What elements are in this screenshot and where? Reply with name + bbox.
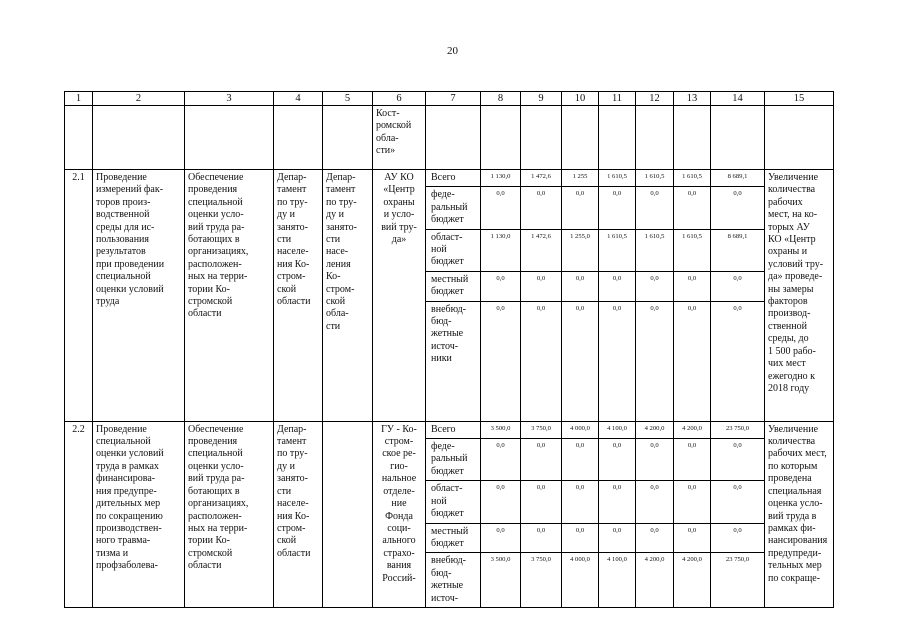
column-number-12: 12 [636, 92, 674, 106]
funding-amount: 8 689,1 [711, 229, 765, 271]
funding-amount: 0,0 [481, 523, 521, 553]
funding-amount: 4 200,0 [636, 421, 674, 438]
funding-amount: 3 750,0 [521, 553, 562, 608]
funding-amount: 0,0 [711, 481, 765, 523]
funding-amount: 0,0 [674, 271, 711, 301]
continuation-participant-text: Кост- ромской обла- сти» [376, 108, 412, 157]
participant: АУ КО «Центр охраны и усло- вий тру- да» [381, 172, 417, 246]
column-number-4: 4 [274, 92, 323, 106]
funding-amount: 0,0 [636, 523, 674, 553]
funding-amount: 0,0 [481, 439, 521, 481]
funding-amount: 0,0 [711, 523, 765, 553]
column-number-5: 5 [323, 92, 373, 106]
funding-source-label: област- ной бюджет [431, 231, 464, 268]
funding-source-label: внебюд- бюд- жетные источ- [431, 555, 466, 604]
funding-amount: 0,0 [562, 301, 599, 421]
column-number-13: 13 [674, 92, 711, 106]
funding-amount: 1 610,5 [599, 170, 636, 187]
funding-amount: 1 472,6 [521, 229, 562, 271]
column-number-15: 15 [765, 92, 834, 106]
funding-amount: 0,0 [521, 481, 562, 523]
expected-result: Увеличение количества рабочих мест, по которым проведена специальная оценка усло- вий труда в рамках фи- нансирования предупреди- тельных мер по сокраще- [768, 423, 828, 584]
funding-source-label: местный бюджет [431, 273, 469, 298]
funding-amount: 23 750,0 [711, 553, 765, 608]
funding-amount: 0,0 [599, 271, 636, 301]
funding-amount: 0,0 [599, 439, 636, 481]
funding-amount: 4 000,0 [562, 421, 599, 438]
funding-amount: 0,0 [599, 301, 636, 421]
funding-amount: 0,0 [674, 523, 711, 553]
column-number-10: 10 [562, 92, 599, 106]
funding-amount: 4 100,0 [599, 421, 636, 438]
funding-source-label: област- ной бюджет [431, 483, 464, 520]
column-number-1: 1 [65, 92, 93, 106]
measure-name: Проведение измерений фак- торов произ- водственной среды для ис- пользования результатов при проведении специальной оценки условий труда [96, 172, 165, 308]
funding-amount: 1 472,6 [521, 170, 562, 187]
responsible-executor: Депар- тамент по тру- ду и занято- сти населе- ния Ко- стром- ской области [277, 423, 311, 559]
funding-amount: 0,0 [711, 187, 765, 229]
funding-amount: 4 200,0 [674, 421, 711, 438]
funding-amount: 0,0 [481, 187, 521, 229]
funding-amount: 4 200,0 [636, 553, 674, 608]
funding-amount: 0,0 [636, 301, 674, 421]
expected-result: Увеличение количества рабочих мест, на ко- торых АУ КО «Центр охраны и условий тру- да» проведе- ны замеры факторов производ- ственной среды, до 1 500 рабо- чих мест ежегодно к 2018 году [768, 172, 824, 394]
column-number-6: 6 [373, 92, 426, 106]
column-number-14: 14 [711, 92, 765, 106]
funding-amount: 0,0 [674, 301, 711, 421]
funding-source-label: феде- ральный бюджет [431, 441, 468, 477]
page-number: 20 [447, 45, 458, 57]
column-number-8: 8 [481, 92, 521, 106]
funding-amount: 8 689,1 [711, 170, 765, 187]
funding-amount: 0,0 [562, 481, 599, 523]
funding-amount: 4 200,0 [674, 553, 711, 608]
funding-amount: 0,0 [521, 301, 562, 421]
funding-amount: 0,0 [599, 187, 636, 229]
column-number-7: 7 [426, 92, 481, 106]
funding-amount: 0,0 [711, 301, 765, 421]
funding-amount: 1 610,5 [674, 229, 711, 271]
funding-amount: 0,0 [674, 187, 711, 229]
funding-amount: 1 610,5 [674, 170, 711, 187]
funding-amount: 0,0 [562, 187, 599, 229]
continuation-row [65, 106, 834, 170]
funding-amount: 0,0 [481, 481, 521, 523]
measure-name: Проведение специальной оценки условий труда в рамках финансирова- ния предупре- дительных мер по сокращению производствен- ного травма- тизма и профзаболева- [96, 423, 164, 572]
column-number-2: 2 [93, 92, 185, 106]
funding-amount: 1 130,0 [481, 170, 521, 187]
funding-amount: 4 000,0 [562, 553, 599, 608]
funding-source-label: местный бюджет [431, 525, 469, 549]
funding-amount: 3 500,0 [481, 553, 521, 608]
funding-amount: 1 255,0 [562, 229, 599, 271]
column-number-3: 3 [185, 92, 274, 106]
program-measures-table [64, 91, 834, 608]
responsible-executor: Депар- тамент по тру- ду и занято- сти населе- ния Ко- стром- ской области [277, 172, 311, 308]
co-executor: Депар- тамент по тру- ду и занято- сти насе- ления Ко- стром- ской обла- сти [326, 172, 357, 332]
funding-amount: 0,0 [521, 271, 562, 301]
funding-amount: 1 610,5 [599, 229, 636, 271]
funding-amount: 23 750,0 [711, 421, 765, 438]
measure-number: 2.2 [72, 423, 85, 435]
funding-amount: 0,0 [521, 523, 562, 553]
funding-source-label: Всего [431, 423, 456, 435]
column-number-9: 9 [521, 92, 562, 106]
funding-amount: 1 255 [562, 170, 599, 187]
funding-amount: 0,0 [636, 271, 674, 301]
funding-amount: 3 750,0 [521, 421, 562, 438]
funding-amount: 3 500,0 [481, 421, 521, 438]
funding-amount: 0,0 [562, 271, 599, 301]
measure-number: 2.1 [72, 172, 85, 183]
funding-amount: 0,0 [711, 439, 765, 481]
funding-amount: 0,0 [481, 301, 521, 421]
funding-amount: 0,0 [636, 481, 674, 523]
measure-2.1-funding-row [65, 170, 834, 187]
column-number-11: 11 [599, 92, 636, 106]
column-number-header-row [65, 92, 834, 106]
funding-amount: 0,0 [481, 271, 521, 301]
funding-amount: 1 130,0 [481, 229, 521, 271]
funding-amount: 0,0 [636, 439, 674, 481]
funding-amount: 4 100,0 [599, 553, 636, 608]
funding-amount: 0,0 [521, 439, 562, 481]
funding-amount: 1 610,5 [636, 229, 674, 271]
funding-source-label: внебюд- бюд- жетные источ- ники [431, 303, 466, 365]
funding-amount: 0,0 [674, 481, 711, 523]
funding-amount: 0,0 [711, 271, 765, 301]
funding-amount: 0,0 [599, 481, 636, 523]
measure-content: Обеспечение проведения специальной оценки усло- вий труда ра- ботающих в организациях, расположен- ных на терри- тории Ко- стромской области [188, 423, 249, 572]
funding-amount: 0,0 [521, 187, 562, 229]
funding-amount: 0,0 [562, 439, 599, 481]
funding-amount: 0,0 [674, 439, 711, 481]
measure-2.2-funding-row [65, 421, 834, 438]
funding-amount: 1 610,5 [636, 170, 674, 187]
measure-content: Обеспечение проведения специальной оценки усло- вий труда ра- ботающих в организациях, расположен- ных на терри- тории Ко- стромской области [188, 172, 249, 320]
funding-source-label: феде- ральный бюджет [431, 189, 468, 226]
funding-source-label: Всего [431, 172, 456, 183]
funding-amount: 0,0 [599, 523, 636, 553]
funding-amount: 0,0 [636, 187, 674, 229]
participant: ГУ - Ко- стром- ское ре- гио- нальное отделе- ние Фонда соци- ального страхо- вания Россий- [381, 423, 417, 584]
funding-amount: 0,0 [562, 523, 599, 553]
